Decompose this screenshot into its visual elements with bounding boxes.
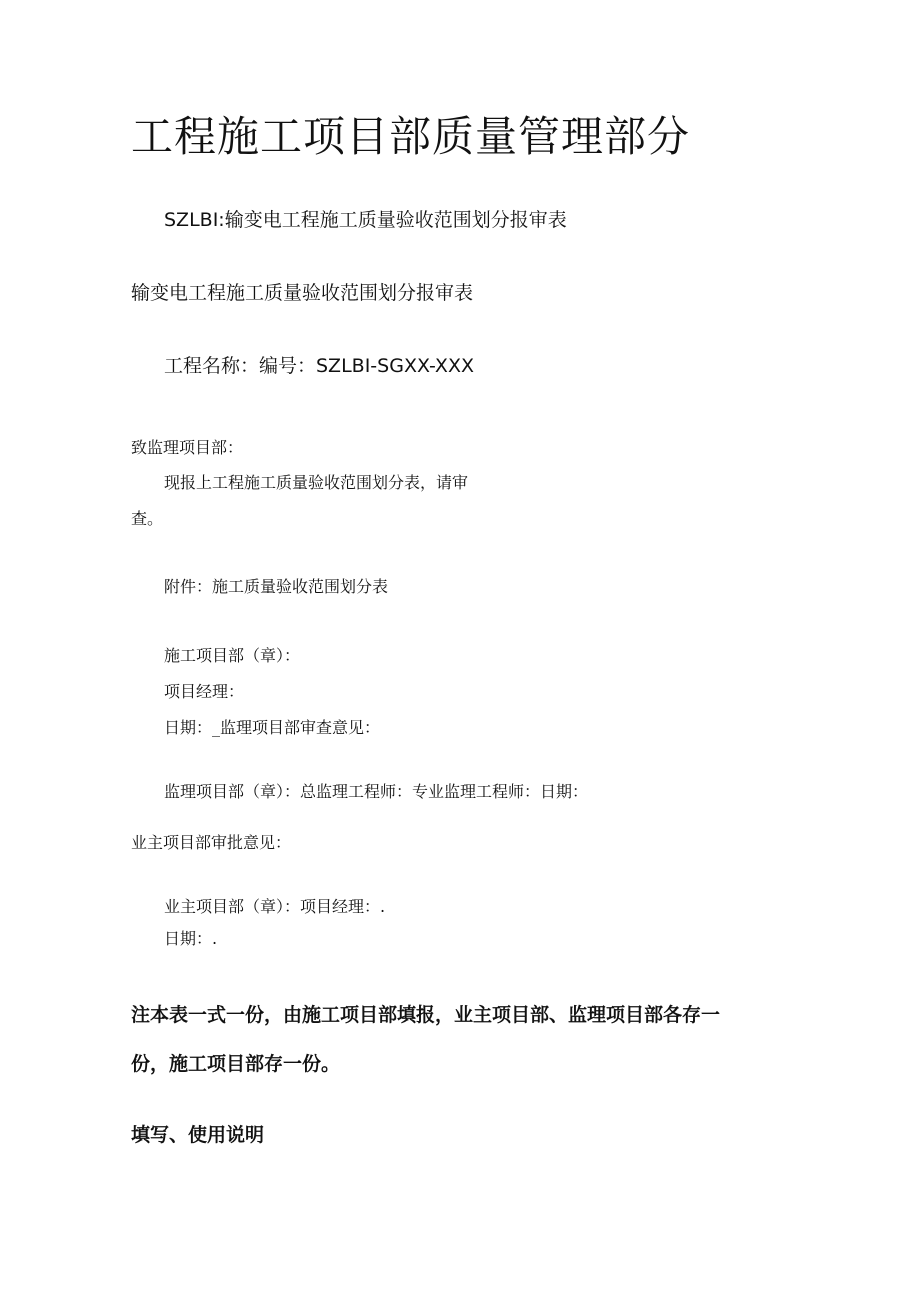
note-text-line-continued: 份，施工项目部存一份。 <box>131 1053 341 1075</box>
owner-approval-opinion-line: 业主项目部审批意见： <box>131 833 292 852</box>
owner-dept-seal-line: 业主项目部（章）：项目经理：. <box>164 897 386 916</box>
page-title: 工程施工项目部质量管理部分 <box>131 112 691 161</box>
project-manager-line: 项目经理： <box>164 682 245 701</box>
construction-dept-seal-line: 施工项目部（章）： <box>164 646 301 665</box>
project-name-line: 工程名称：编号：SZLBI-SGXX-XXX <box>164 355 474 377</box>
owner-date-line: 日期：. <box>164 929 218 948</box>
addressee-line: 致监理项目部： <box>131 438 244 457</box>
usage-instructions-heading: 填写、使用说明 <box>131 1124 265 1146</box>
supervision-signature-line: 监理项目部（章）：总监理工程师：专业监理工程师：日期： <box>164 782 589 801</box>
document-subtitle: SZLBI:输变电工程施工质量验收范围划分报审表 <box>164 209 567 231</box>
date-and-review-line: 日期：_监理项目部审查意见： <box>164 718 381 737</box>
body-text-line: 现报上工程施工质量验收范围划分表，请审 <box>164 473 469 492</box>
form-title: 输变电工程施工质量验收范围划分报审表 <box>131 282 474 304</box>
body-text-line-continued: 查。 <box>131 509 164 528</box>
note-text-line: 注本表一式一份，由施工项目部填报，业主项目部、监理项目部各存一 <box>131 1004 721 1026</box>
attachment-line: 附件：施工质量验收范围划分表 <box>164 577 389 596</box>
